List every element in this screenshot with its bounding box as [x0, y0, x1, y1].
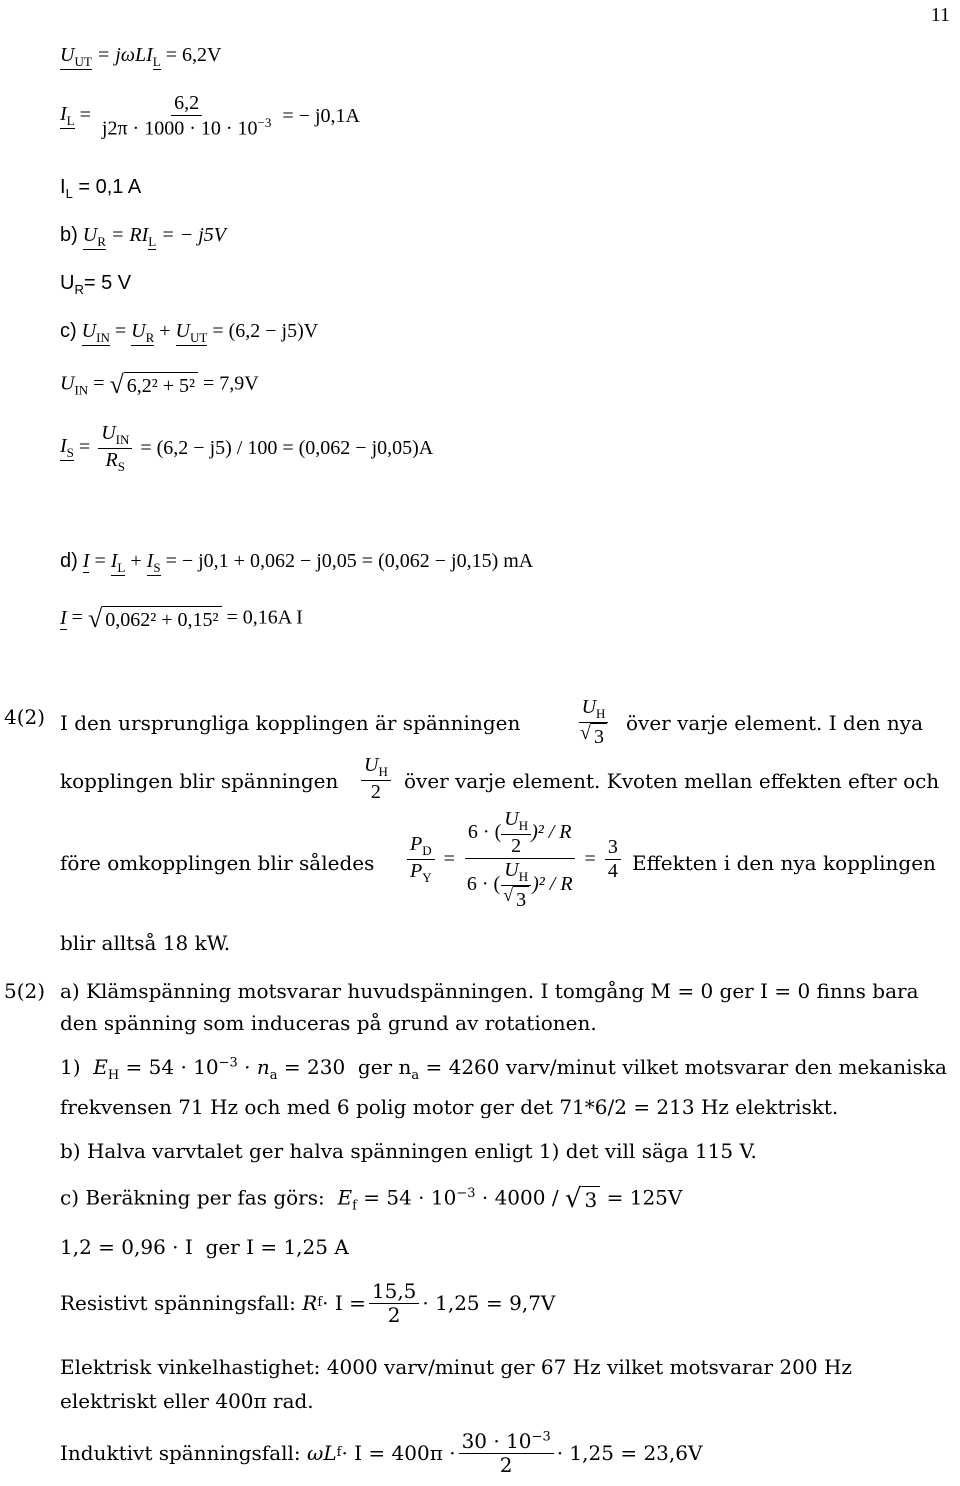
section-5-inductive-drop: Induktivt spänningsfall: ωL f · I = 400π · $\frac{30 \cdot 10^{-3}}{2}$ · 1,25 = 23,6V	[60, 1429, 703, 1477]
section-5-resistive-drop: Resistivt spänningsfall: R f · I = $\frac{15,5}{2}$ · 1,25 = 9,7V	[60, 1279, 556, 1327]
section-4-label: 4(2)	[4, 705, 46, 729]
equation-uin-magnitude: $U_{IN}$ = √ 6,2² + 5² = 7,9V	[60, 370, 259, 399]
section-5-b: b) Halva varvtalet ger halva spänningen enligt 1) det vill säga 115 V.	[60, 1139, 757, 1163]
section-5-a-line2: den spänning som induceras på grund av rotationen.	[60, 1011, 597, 1035]
section-4-para-2b: över varje element. Kvoten mellan effekten efter och	[404, 769, 940, 793]
section-4-para-4: blir alltså 18 kW.	[60, 931, 231, 955]
section-5-c: c) Beräkning per fas görs: $E_f = 54 \cdot 10^{-3} \cdot 4000$ / √ 3 = 125V	[60, 1184, 683, 1214]
section-5-current: 1,2 = 0,96 · I ger I = 1,25 A	[60, 1235, 349, 1259]
section-5-item-1-line2: frekvensen 71 Hz och med 6 polig motor ger det 71*6/2 = 213 Hz elektriskt.	[60, 1095, 839, 1119]
equation-i-total: d) $I = I_L + I_S$ = − j0,1 + 0,062 − j0,05 = (0,062 − j0,15) mA	[60, 550, 534, 575]
section-5-electrical-speed-line1: Elektrisk vinkelhastighet: 4000 varv/minut ger 67 Hz vilket motsvarar 200 Hz	[60, 1355, 852, 1379]
section-4-frac-uh2: $\frac{U_H}{2}$	[358, 754, 394, 804]
equation-ur: b) $U_R = RI_L$ = − j5V	[60, 224, 227, 249]
section-4-para-1a: I den ursprungliga kopplingen är spänningen	[60, 711, 521, 735]
result-il: $I_L = 0,1$ A	[60, 176, 142, 201]
section-4-para-1b: över varje element. I den nya	[626, 711, 924, 735]
section-4-para-3b: Effekten i den nya kopplingen	[632, 851, 936, 875]
equation-ut: $U_{UT} = j\omega LI_L = 6,2V$	[60, 44, 222, 69]
equation-is: $I_S$ = $\frac{U_{IN}}{R_S}$ = (6,2 − j5) / 100 = (0,062 − j0,05)A	[60, 422, 434, 474]
section-4-para-2a: kopplingen blir spänningen	[60, 769, 339, 793]
equation-il: $I_L$ = $\frac{6,2}{j2\pi \cdot 1000 \cdot 10 \cdot 10^{-3}}$ = − j0,1A	[60, 92, 360, 140]
section-5-a-line1: a) Klämspänning motsvarar huvudspänningen. I tomgång M = 0 ger I = 0 finns bara	[60, 979, 919, 1003]
section-4-frac-uh3: $U_H$ √ 3	[574, 696, 613, 748]
equation-uin: c) $U_{IN} = U_R + U_{UT} = (6,2 - j5)V$	[60, 320, 319, 345]
section-5-item-1: 1) $E_H = 54 \cdot 10^{-3} \cdot n_a = 230$ ger $n_a = 4260$ varv/minut vilket motsvarar den mekaniska	[60, 1055, 947, 1083]
equation-i-magnitude: I = √ 0,062² + 0,15² = 0,16A I	[60, 604, 303, 633]
section-4-ratio-formula: $\frac{P_D}{P_Y}$ = 6 · ( $\frac{U_H}{2}$ )² / R 6 · ( $U_H$ √ 3 )² / R = $\frac{3}{4}$	[404, 808, 624, 911]
page-number: 11	[930, 4, 950, 26]
result-ur: $U_R= 5$ V	[60, 272, 132, 297]
section-5-electrical-speed-line2: elektriskt eller 400π rad.	[60, 1389, 314, 1413]
section-5-label: 5(2)	[4, 979, 46, 1003]
section-4-para-3a: före omkopplingen blir således	[60, 851, 375, 875]
